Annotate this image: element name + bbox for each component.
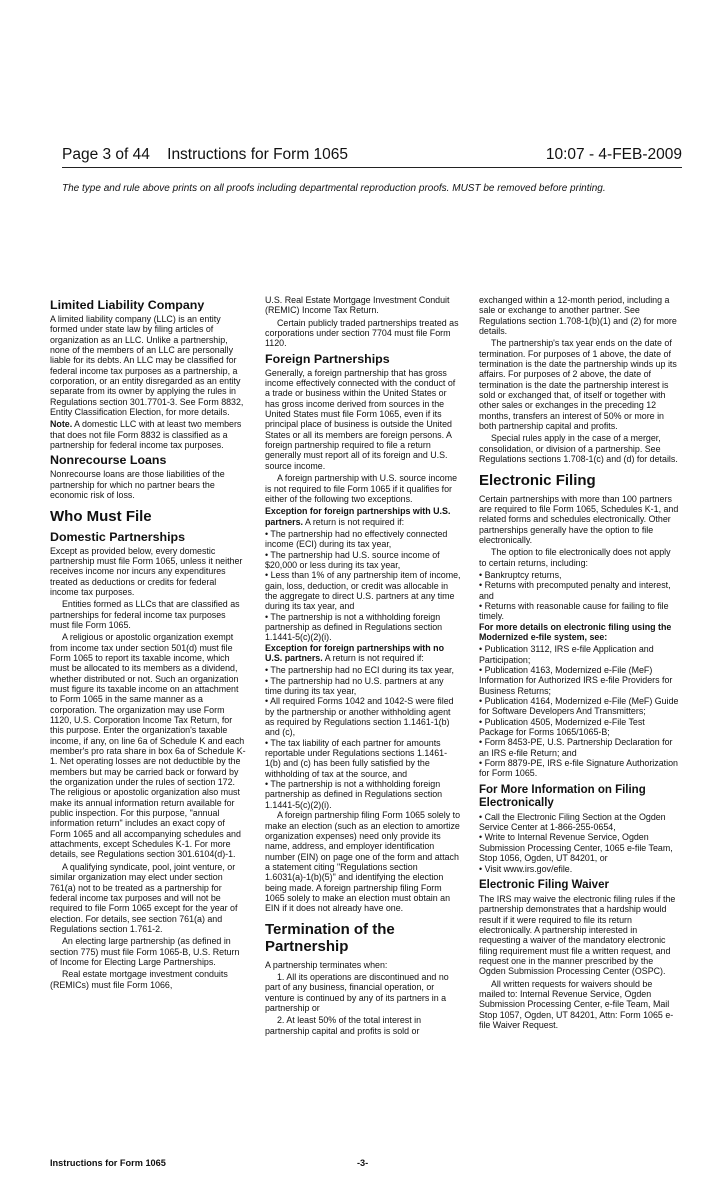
heading-foreign: Foreign Partnerships: [265, 351, 390, 366]
paragraph-efile-1: Certain partnerships with more than 100 partners are required to file Form 1065, Schedules K-1, and related forms and schedules electronically. Other partnerships generally have the option to file electronically.: [479, 493, 679, 545]
more-details-label: For more details on electronic filing using the Modernized e-file system, see:: [479, 621, 672, 642]
heading-more-info: For More Information on Filing Electronically: [479, 783, 646, 809]
bullet-item: • The partnership is not a withholding foreign partnership as defined in Regulations section 1.1441-5(c)(2)(i).: [265, 779, 443, 810]
paragraph-foreign: Generally, a foreign partnership that has gross income effectively connected with the conduct of a trade or business within the United States or has gross income derived from sources in the United States must file Form 1065, even if its principal place of business is outside the United States or all its members are foreign persons. A foreign partnership required to file a return generally must report all of its foreign and U.S. source income.: [265, 367, 456, 471]
note-text: A domestic LLC with at least two members that does not file Form 8832 is classified as a partnership for federal income tax purposes.: [50, 419, 242, 451]
paragraph-entities: Entities formed as LLCs that are classified as partnerships for federal income tax purposes must file Form 1065.: [50, 599, 240, 630]
bullet-item: • Write to Internal Revenue Service, Ogden Submission Processing Center, 1065 e-file Team, Stop 1056, Ogden, UT 84201, or: [479, 832, 673, 864]
bullet-item: • Publication 4505, Modernized e-File Test Package for Forms 1065/1065-B;: [479, 716, 645, 738]
page-header: [62, 146, 682, 168]
heading-who-must-file: Who Must File: [50, 507, 152, 525]
exception-2: [265, 643, 462, 664]
page-number: -3-: [357, 1158, 369, 1168]
bullet-item: • Form 8453-PE, U.S. Partnership Declaration for an IRS e-file Return; and: [479, 737, 673, 758]
bullet-item: • Publication 3112, IRS e-file Application and Participation;: [479, 644, 654, 665]
bullet-item: • The partnership had no effectively connected income (ECI) during its tax year,: [265, 528, 448, 550]
print-timestamp: 10:07 - 4-FEB-2009: [545, 146, 682, 163]
proof-note: The type and rule above prints on all proofs including departmental reproduction proofs. MUST be removed before printing.: [62, 183, 606, 194]
exception-1-text: A return is not required if:: [302, 516, 405, 527]
heading-nonrecourse: Nonrecourse Loans: [50, 453, 167, 468]
exception-1-label: Exception for foreign partnerships with U.S. partners.: [265, 506, 451, 527]
bullet-item: • Returns with precomputed penalty and interest, and: [479, 580, 671, 601]
column-3: [479, 295, 679, 1032]
paragraph-domestic: Except as provided below, every domestic partnership must file Form 1065, unless it neither receives income nor incurs any expenditures treated as deductions or credits for federal income tax purposes.: [50, 545, 243, 597]
paragraph-foreign-2: A foreign partnership with U.S. source income is not required to file Form 1065 if it qualifies for either of the following two exceptions.: [265, 473, 458, 504]
bullet-item: • Bankruptcy returns,: [479, 569, 562, 580]
paragraph-nonrecourse: Nonrecourse loans are those liabilities of the partnership for which no partner bears the economic risk of loss.: [50, 469, 225, 501]
footer-title: Instructions for Form 1065: [50, 1158, 166, 1168]
exception-2-label: Exception for foreign partnerships with no U.S. partners.: [265, 642, 444, 663]
paragraph-efile-2: The option to file electronically does not apply to certain returns, including:: [479, 547, 671, 568]
bullet-item: • Returns with reasonable cause for failing to file timely.: [479, 600, 669, 622]
paragraph-termination-1: 1. All its operations are discontinued and no part of any business, financial operation, or venture is continued by any of its partners in a partnership or: [265, 971, 449, 1013]
bullet-item: • The partnership had U.S. source income of $20,000 or less during its tax year,: [265, 549, 440, 570]
paragraph-termination-2: 2. At least 50% of the total interest in partnership capital and profits is sold or: [265, 1015, 422, 1036]
bullet-item: • Publication 4163, Modernized e-File (MeF) Information for Authorized IRS e-file Providers for Business Returns;: [479, 665, 673, 696]
heading-domestic: Domestic Partnerships: [50, 529, 185, 544]
paragraph-syndicate: A qualifying syndicate, pool, joint venture, or similar organization may elect under section 761(a) not to be treated as a partnership for federal income tax purposes and will not be required to file Form 1065 except for the year of election. For details, see section 761(a) and Regulations section 1.761-2.: [50, 861, 238, 934]
paragraph-llc: A limited liability company (LLC) is an entity formed under state law by filing articles of organization as an LLC. Unlike a partnership, none of the members of an LLC are personally liable for its debts. An LLC may be classified for federal income tax purposes as a partnership, a corporation, or an entity disregarded as an entity separate from its owner by applying the rules in Regulations section 301.7701-3. See Form 8832, Entity Classification Election, for more details.: [50, 314, 244, 418]
paragraph-foreign-3: A foreign partnership filing Form 1065 solely to make an election (such as an election to amortize organization expenses) need only provide its name, address, and employer identification number (EIN) on page one of the form and attach a statement citing "Regulations section 1.6031(a)-1(b)(5)" and identifying the election being made. A foreign partnership filing Form 1065 solely to make an election must obtain an EIN if it does not already have one.: [265, 810, 461, 914]
column-2: [265, 295, 462, 1038]
note-label: Note.: [50, 419, 73, 430]
heading-llc: Limited Liability Company: [50, 298, 205, 312]
bullet-item: • The partnership had no U.S. partners at any time during its tax year,: [265, 675, 444, 697]
column-1: [50, 295, 246, 992]
paragraph-termination: A partnership terminates when:: [265, 959, 388, 970]
bullet-item: • Less than 1% of any partnership item of income, gain, loss, deduction, or credit was allocable in the aggregate to direct U.S. partners at any time during its tax year, and: [265, 570, 461, 612]
bullet-item: • The partnership is not a withholding foreign partnership as defined in Regulations section 1.1441-5(c)(2)(i).: [265, 611, 443, 643]
paragraph-religious: A religious or apostolic organization exempt from income tax under section 501(d) must file Form 1065 to report its taxable income, which must be allocated to its members as a dividend, whether distributed or not. Such an organization must figure its taxable income on an attachment to Form 1065 in the same manner as a corporation. The organization may use Form 1120, U.S. Corporation Income Tax Return, for this purpose. Enter the organization's taxable income, if any, on line 6a of Schedule K and each member's pro rata share in box 6a of Schedule K-1. Net operating losses are not deductible by the members but may be carried back or forward by the organization under the rules of section 172. The religious or apostolic organization also must make its annual information return available for public inspection. For this purpose, "annual information return" includes an exact copy of Form 1065 and all accompanying schedules and attachments, except Schedules K-1. For more details, see Regulations section 301.6104(d)-1.: [50, 632, 246, 860]
paragraph-special-rules: Special rules apply in the case of a merger, consolidation, or division of a partnership. See Regulations sections 1.708-1(c) and (d) for details.: [479, 433, 678, 465]
paragraph-tax-year: The partnership's tax year ends on the date of termination. For purposes of 1 above, the date of termination is the date the partnership winds up its affairs. For purposes of 2 above, the date of termination is the date the partnership interest is sold or exchanged that, of itself or together with other sales or exchanges in the preceding 12 months, transfers an interest of 50% or more in both partnership capital and profits.: [479, 338, 677, 432]
bullet-item: • Visit www.irs.gov/efile.: [479, 863, 573, 874]
exception-2-text: A return is not required if:: [322, 653, 424, 663]
bullet-item: • Call the Electronic Filing Section at the Ogden Service Center at 1-866-255-0654,: [479, 811, 666, 833]
header-rule: [62, 167, 682, 168]
note-paragraph: [50, 419, 246, 450]
paragraph-ptp: Certain publicly traded partnerships treated as corporations under section 7704 must file Form 1120.: [265, 317, 459, 349]
heading-termination: Termination of the Partnership: [265, 920, 395, 955]
bullet-item: • All required Forms 1042 and 1042-S were filed by the partnership or another withholding agent as required by Regulations section 1.1461-1(b) and (c),: [265, 696, 454, 738]
paragraph-exchanged: exchanged within a 12-month period, including a sale or exchange to another partner. See Regulations section 1.708-1(b)(1) and (2) for more details.: [479, 295, 677, 337]
paragraph-waiver-2: All written requests for waivers should be mailed to: Internal Revenue Service, Ogden Submission Processing Center, e-file Team, Mail Stop 1057, Ogden, UT 84201, Attn: Form 1065 e-file Waiver Request.: [479, 978, 674, 1030]
bullet-item: • Form 8879-PE, IRS e-file Signature Authorization for Form 1065.: [479, 758, 678, 779]
paragraph-remic: Real estate mortgage investment conduits (REMICs) must file Form 1066,: [50, 969, 228, 990]
page-info: Page 3 of 44 Instructions for Form 1065: [62, 146, 349, 163]
exception-1: [265, 506, 462, 527]
paragraph-remic-cont: U.S. Real Estate Mortgage Investment Conduit (REMIC) Income Tax Return.: [265, 295, 450, 316]
paragraph-electing: An electing large partnership (as defined in section 775) must file Form 1065-B, U.S. Return of Income for Electing Large Partnerships.: [50, 936, 240, 967]
paragraph-waiver: The IRS may waive the electronic filing rules if the partnership demonstrates that a hardship would result if it were required to file its return electronically. A partnership interested in requesting a waiver of the mandatory electronic filing requirement must file a written request, and request one in the manner prescribed by the Ogden Submission Processing Center (OSPC).: [479, 893, 676, 977]
heading-waiver: Electronic Filing Waiver: [479, 878, 609, 891]
heading-electronic-filing: Electronic Filing: [479, 471, 596, 489]
bullet-item: • The tax liability of each partner for amounts reportable under Regulations sections 1.1461-1(b) and (c) has been fully satisfied by the withholding of tax at the source, and: [265, 737, 448, 779]
bullet-item: • The partnership had no ECI during its tax year,: [265, 665, 454, 676]
bullet-item: • Publication 4164, Modernized e-File (MeF) Guide for Software Developers And Transmitters;: [479, 696, 679, 717]
